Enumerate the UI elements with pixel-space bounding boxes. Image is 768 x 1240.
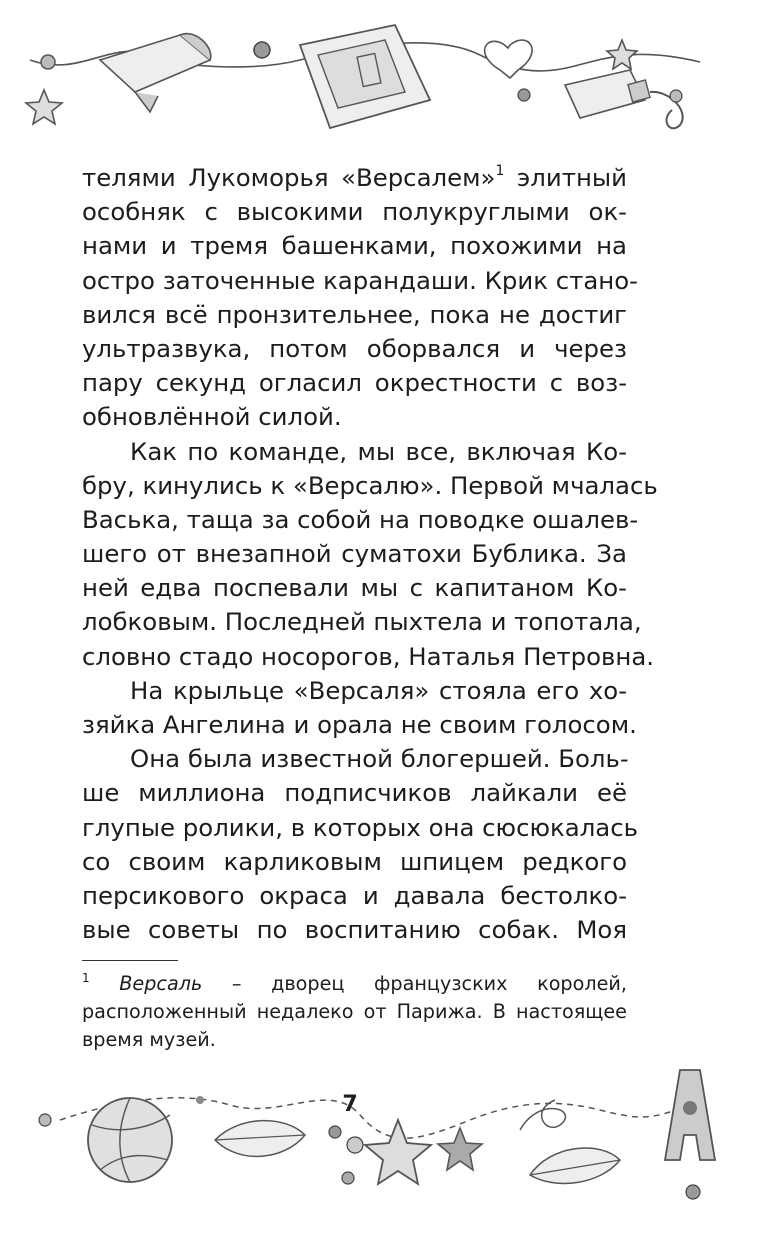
top-decorative-border <box>0 0 768 150</box>
text-line: бру, кинулись к «Версалю». Первой мчалась <box>82 470 658 500</box>
text-line: ше миллиона подписчиков лайкали её <box>82 778 627 808</box>
paragraph-start-line: Она была известной блогершей. Боль- <box>130 744 629 774</box>
star-icon <box>438 1128 482 1170</box>
footnote-line: расположенный недалеко от Парижа. В настоящее <box>82 1000 627 1023</box>
letter-a-icon <box>665 1070 715 1160</box>
bottom-decorative-border <box>0 1060 768 1240</box>
text-line: ней едва поспевали мы с капитаном Ко- <box>82 573 627 603</box>
text-line: словно стадо носорогов, Наталья Петровна. <box>82 641 655 671</box>
paragraph-start-line: Как по команде, мы все, включая Ко- <box>130 436 627 466</box>
dot-icon <box>41 55 55 69</box>
ball-icon <box>88 1098 172 1182</box>
heart-icon <box>485 40 532 78</box>
paragraph-start-line: На крыльце «Версаля» стояла его хо- <box>130 675 627 705</box>
footnote <box>82 970 627 1054</box>
page-number: 7 <box>342 1092 358 1117</box>
text-line: пару секунд огласил окрестности с воз- <box>82 368 627 398</box>
footnote-divider <box>82 960 178 961</box>
text-line: особняк с высокими полукруглыми ок- <box>82 197 627 227</box>
text-line: ультразвука, потом оборвался и через <box>82 333 627 363</box>
text-line: остро заточенные карандаши. Крик стано- <box>82 265 638 295</box>
text-line: Васька, таща за собой на поводке ошалев- <box>82 504 639 534</box>
footnote-reference[interactable]: 1 <box>495 163 505 179</box>
toothpaste-tube-icon <box>565 70 683 128</box>
leaf-icon <box>530 1148 620 1183</box>
star-icon <box>26 90 62 124</box>
text-line: зяйка Ангелина и орала не своим голосом. <box>82 710 637 739</box>
text-line: нами и тремя башенками, похожими на <box>82 231 627 261</box>
body-text <box>82 161 658 947</box>
star-icon <box>365 1120 431 1184</box>
book-icon <box>300 25 430 128</box>
text-line: вился всё пронзительнее, пока не достиг <box>82 299 627 329</box>
scroll-icon <box>100 34 211 112</box>
leaf-icon <box>215 1121 305 1157</box>
text-line: вые советы по воспитанию собак. Моя <box>82 915 627 945</box>
text-line: глупые ролики, в которых она сюсюкалась <box>82 812 639 842</box>
text-line: шего от внезапной суматохи Бублика. За <box>82 539 627 569</box>
text-line: персикового окраса и давала бестолко- <box>82 880 627 910</box>
star-icon <box>607 40 637 69</box>
footnote-mark: 1 <box>82 971 90 985</box>
footnote-line: время музей. <box>82 1028 216 1051</box>
text-line: лобковым. Последней пыхтела и топотала, <box>82 607 642 637</box>
text-line: обновлённой силой. <box>82 402 342 432</box>
footnote-line: $^1$ Версаль – дворец французских королей, <box>82 971 627 995</box>
text-line: со своим карликовым шпицем редкого <box>82 846 627 876</box>
dot-icon <box>39 1114 51 1126</box>
footnote-term: Версаль <box>119 972 203 995</box>
text-line: телями Лукоморья «Версалем»$^1$ элитный <box>82 163 627 192</box>
